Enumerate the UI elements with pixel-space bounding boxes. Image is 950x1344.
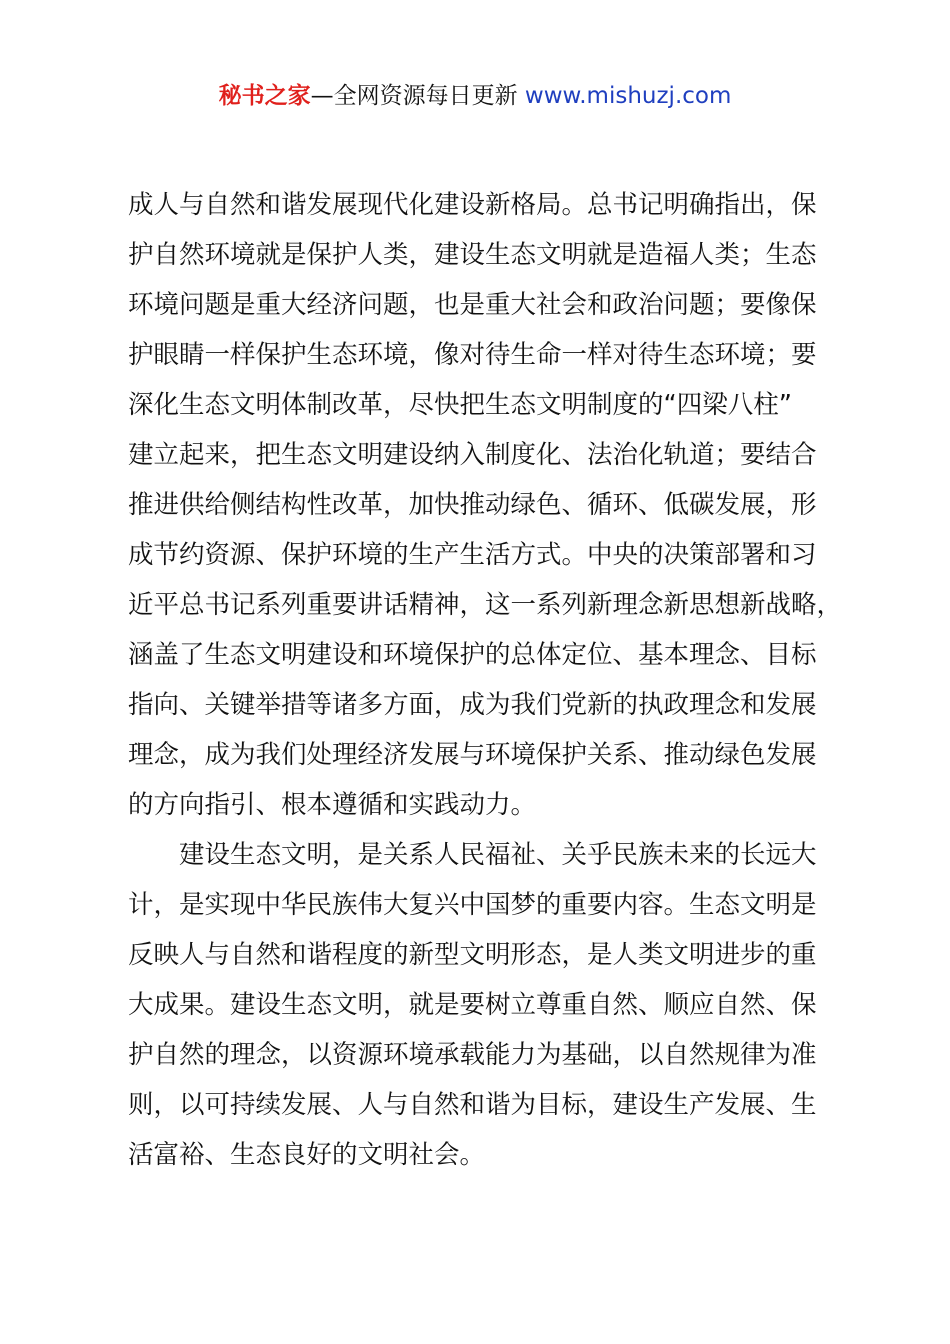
text-line: 成人与自然和谐发展现代化建设新格局。总书记明确指出，保 <box>128 190 817 220</box>
text-line: 理念，成为我们处理经济发展与环境保护关系、推动绿色发展 <box>128 740 817 770</box>
text-line: 计，是实现中华民族伟大复兴中国梦的重要内容。生态文明是 <box>128 890 817 920</box>
paragraph-first-line: 建设生态文明，是关系人民福祉、关乎民族未来的长远大 <box>179 840 817 870</box>
text-line: 建立起来，把生态文明建设纳入制度化、法治化轨道；要结合 <box>128 440 817 470</box>
text-line: 推进供给侧结构性改革，加快推动绿色、循环、低碳发展，形 <box>128 490 817 520</box>
text-line: 则，以可持续发展、人与自然和谐为目标，建设生产发展、生 <box>128 1090 817 1120</box>
text-line: 护自然的理念，以资源环境承载能力为基础，以自然规律为准 <box>128 1040 817 1070</box>
text-line: 指向、关键举措等诸多方面，成为我们党新的执政理念和发展 <box>128 690 817 720</box>
site-brand: 秘书之家 <box>218 83 311 109</box>
text-line: 护眼睛一样保护生态环境，像对待生命一样对待生态环境；要 <box>128 340 817 370</box>
text-line: 大成果。建设生态文明，就是要树立尊重自然、顺应自然、保 <box>128 990 817 1020</box>
text-line: 成节约资源、保护环境的生产生活方式。中央的决策部署和习 <box>128 540 817 570</box>
page-header <box>0 80 950 112</box>
text-line: 近平总书记系列重要讲话精神，这一系列新理念新思想新战略， <box>128 590 843 620</box>
site-url-link[interactable]: www.mishuzj.com <box>524 83 732 109</box>
text-line: 涵盖了生态文明建设和环境保护的总体定位、基本理念、目标 <box>128 640 817 670</box>
text-line: 环境问题是重大经济问题，也是重大社会和政治问题；要像保 <box>128 290 817 320</box>
text-line: 反映人与自然和谐程度的新型文明形态，是人类文明进步的重 <box>128 940 817 970</box>
text-line: 深化生态文明体制改革，尽快把生态文明制度的“四梁八柱” <box>128 390 792 420</box>
site-tagline: —全网资源每日更新 <box>310 83 525 109</box>
text-line: 活富裕、生态良好的文明社会。 <box>128 1140 486 1170</box>
text-line: 的方向指引、根本遵循和实践动力。 <box>128 790 537 820</box>
text-line: 护自然环境就是保护人类，建设生态文明就是造福人类；生态 <box>128 240 817 270</box>
document-body <box>128 180 843 1180</box>
